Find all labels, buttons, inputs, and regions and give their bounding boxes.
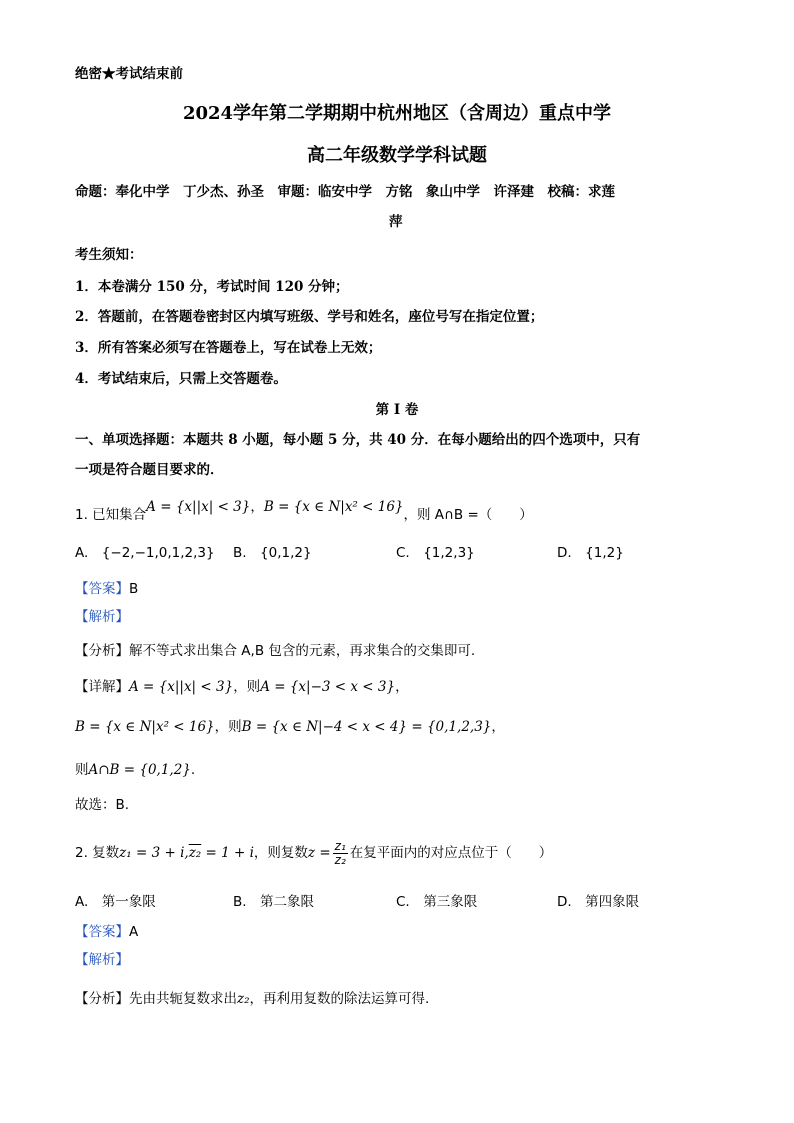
fenxi-tag: 【分析】 <box>75 991 129 1007</box>
question-1-set-a: A = {x||x| < 3} <box>146 499 251 515</box>
detail-text: . <box>190 762 196 778</box>
q2-fenxi <box>75 988 429 1007</box>
fenxi-text: 解不等式求出集合 A,B 包含的元素，再求集合的交集即可. <box>129 643 476 659</box>
notice-item: 3．所有答案必须写在答题卷上，写在试卷上无效； <box>75 340 382 356</box>
fenxi-math: z₂ <box>237 991 250 1007</box>
question-2-z2-conjugate: z₂ <box>188 845 202 862</box>
exam-title: 2024学年第二学期期中杭州地区（含周边）重点中学 <box>182 103 612 124</box>
q2-answer <box>75 921 138 940</box>
detail-text: ， <box>491 719 505 735</box>
question-2-mid: ，则复数 <box>253 845 308 862</box>
question-2-z2-value: = 1 + i <box>201 845 254 862</box>
q1-conclusion: 故选：B. <box>75 797 130 813</box>
q1-detail-line-2 <box>75 716 505 735</box>
detail-text: ， <box>395 679 409 695</box>
notice-item: 4．考试结束后，只需上交答题卷。 <box>75 371 287 387</box>
q1-analysis-tag: 【解析】 <box>75 609 129 625</box>
q1-detail-line-3 <box>75 759 195 778</box>
notice-item: 1．本卷满分 150 分，考试时间 120 分钟； <box>75 279 349 295</box>
question-2-suffix: 在复平面内的对应点位于（ ） <box>349 845 553 862</box>
question-1-sep: ， <box>250 499 264 515</box>
q1-fenxi <box>75 640 475 659</box>
q2-option-a: A. 第一象限 <box>75 894 156 910</box>
exam-subtitle: 高二年级数学学科试题 <box>307 145 487 166</box>
question-2-fraction <box>333 840 348 866</box>
question-2-prefix: 2. 复数 <box>75 845 120 862</box>
question-2-z: z = <box>307 845 331 862</box>
question-2 <box>75 840 552 866</box>
fenxi-text: 先由共轭复数求出 <box>129 991 237 1007</box>
detail-math: A = {x||x| < 3} <box>129 679 234 695</box>
question-1-suffix: ，则 A∩B =（ ） <box>403 507 533 523</box>
detail-text: 则 <box>75 762 89 778</box>
authors-line-cont: 萍 <box>389 214 403 230</box>
fraction-numerator: z₁ <box>334 839 346 853</box>
fenxi-text: ，再利用复数的除法运算可得. <box>249 991 430 1007</box>
detail-text: ，则 <box>233 679 261 695</box>
q1-option-c: C. {1,2,3} <box>396 545 475 561</box>
detail-math: B = {x ∈ N|x² < 16} <box>75 719 215 735</box>
q2-option-c: C. 第三象限 <box>396 894 478 910</box>
volume-label: 第 I 卷 <box>375 402 419 418</box>
question-2-z1: z₁ = 3 + i, <box>119 845 189 862</box>
notice-item: 2．答题前，在答题卷密封区内填写班级、学号和姓名，座位号写在指定位置； <box>75 309 544 325</box>
q2-option-d: D. 第四象限 <box>557 894 640 910</box>
q2-analysis-tag: 【解析】 <box>75 952 129 968</box>
q1-option-a: A. {−2,−1,0,1,2,3} <box>75 545 215 561</box>
detail-tag: 【详解】 <box>75 679 129 695</box>
q1-option-d: D. {1,2} <box>557 545 624 561</box>
notice-heading: 考生须知： <box>75 247 143 263</box>
question-1-prefix: 1. 已知集合 <box>75 507 147 523</box>
detail-text: ，则 <box>214 719 242 735</box>
q2-option-b: B. 第二象限 <box>233 894 315 910</box>
fenxi-tag: 【分析】 <box>75 643 129 659</box>
q1-detail-line-1 <box>75 676 409 695</box>
section-instruction: 一、单项选择题：本题共 8 小题，每小题 5 分，共 40 分．在每小题给出的四个选项中，只有 <box>75 432 641 448</box>
answer-value: A <box>129 924 139 940</box>
section-instruction-cont: 一项是符合题目要求的． <box>75 462 224 478</box>
secret-label: 绝密★考试结束前 <box>75 66 183 82</box>
fraction-denominator: z₂ <box>334 852 346 867</box>
question-1-set-b: B = {x ∈ N|x² < 16} <box>263 499 404 515</box>
question-1 <box>75 499 533 523</box>
detail-math: B = {x ∈ N|−4 < x < 4} = {0,1,2,3} <box>241 719 492 735</box>
answer-value: B <box>129 581 139 597</box>
q1-option-b: B. {0,1,2} <box>233 545 312 561</box>
answer-tag: 【答案】 <box>75 581 129 597</box>
answer-tag: 【答案】 <box>75 924 129 940</box>
authors-line: 命题：奉化中学 丁少杰、孙圣 审题：临安中学 方铭 象山中学 许泽建 校稿：求莲 <box>75 184 615 200</box>
detail-math: A = {x|−3 < x < 3} <box>260 679 396 695</box>
detail-math: A∩B = {0,1,2} <box>88 762 191 778</box>
q1-answer <box>75 578 138 597</box>
